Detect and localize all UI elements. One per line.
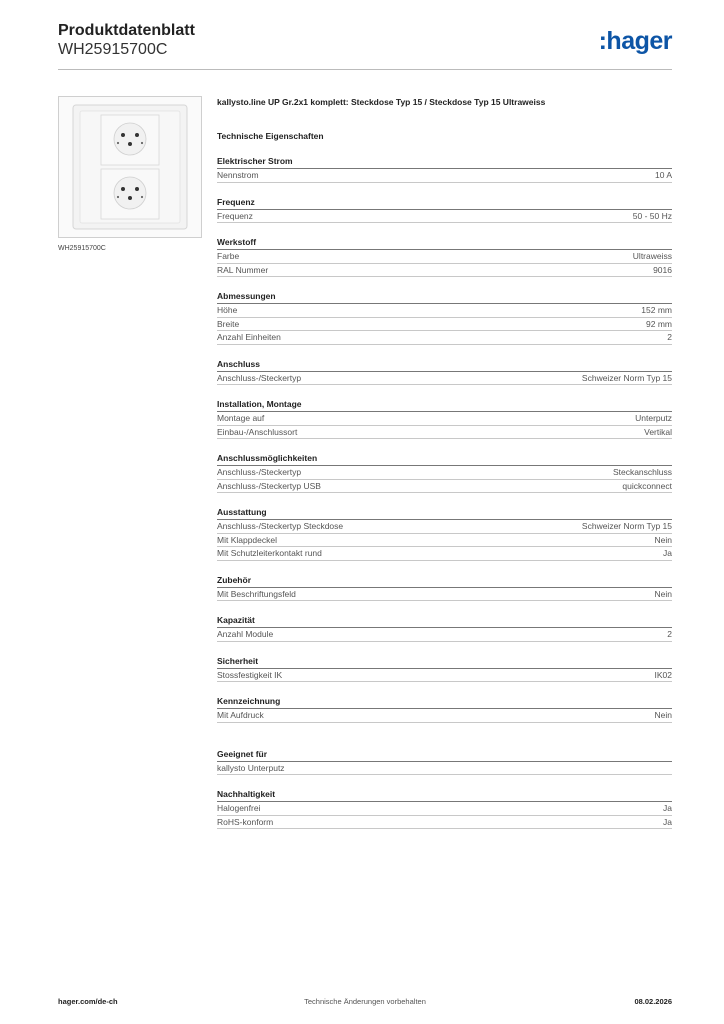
spec-group: [217, 291, 672, 345]
group-title: Anschlussmöglichkeiten: [217, 453, 672, 466]
spec-row: [217, 520, 672, 534]
group-title: Kennzeichnung: [217, 696, 672, 709]
spec-group: [217, 789, 672, 829]
spec-row: [217, 547, 672, 561]
spec-row: [217, 669, 672, 683]
spec-group: [217, 359, 672, 386]
spec-label: Montage auf: [217, 413, 265, 423]
spec-label: kallysto Unterputz: [217, 762, 285, 773]
spec-value: 10 A: [654, 170, 672, 180]
spec-value: 9016: [653, 264, 672, 275]
spec-value: Unterputz: [635, 413, 672, 423]
spec-value: Nein: [654, 710, 672, 720]
hager-logo: :hager: [598, 27, 672, 55]
spec-label: Halogenfrei: [217, 803, 261, 813]
spec-value: Ja: [663, 816, 672, 827]
spec-group: [217, 237, 672, 277]
spec-group: [217, 197, 672, 224]
group-title: Werkstoff: [217, 237, 672, 250]
spec-groups: [217, 156, 672, 829]
footer-website: hager.com/de-ch: [58, 997, 118, 1006]
spec-value: quickconnect: [622, 480, 672, 491]
spec-label: Anzahl Module: [217, 629, 274, 639]
spec-row: [217, 318, 672, 332]
spec-value: Vertikal: [644, 426, 672, 437]
spec-label: Stossfestigkeit IK: [217, 669, 283, 680]
spec-value: 2: [667, 332, 672, 342]
spec-label: Anschluss-/Steckertyp USB: [217, 480, 321, 491]
spec-group: [217, 156, 672, 183]
socket-illustration: [59, 97, 201, 237]
spec-group: [217, 615, 672, 642]
spec-label: Farbe: [217, 251, 240, 261]
spec-row: [217, 709, 672, 723]
spec-row: [217, 802, 672, 816]
spec-value: Schweizer Norm Typ 15: [581, 372, 672, 383]
spec-group: [217, 656, 672, 683]
group-title: Installation, Montage: [217, 399, 672, 412]
spec-label: Mit Klappdeckel: [217, 534, 278, 545]
spec-label: Frequenz: [217, 210, 253, 221]
spec-label: Höhe: [217, 305, 238, 315]
spec-row: [217, 466, 672, 480]
spec-row: [217, 331, 672, 345]
section-heading: Technische Eigenschaften: [217, 131, 324, 141]
spec-value: 50 - 50 Hz: [632, 210, 672, 221]
spec-content: [217, 97, 672, 829]
spec-group: [217, 696, 672, 723]
product-image: [58, 96, 202, 238]
page-title: Produktdatenblatt: [58, 22, 195, 39]
spec-value: Ja: [663, 803, 672, 813]
spec-row: [217, 426, 672, 440]
footer-notice: Technische Änderungen vorbehalten: [304, 997, 426, 1006]
spec-value: Nein: [654, 534, 672, 545]
image-caption: WH25915700C: [58, 245, 106, 252]
spec-row: [217, 372, 672, 386]
group-title: Elektrischer Strom: [217, 156, 672, 169]
group-title: Frequenz: [217, 197, 672, 210]
spec-label: Mit Aufdruck: [217, 710, 264, 720]
header-divider: [58, 69, 672, 70]
spec-value: Steckanschluss: [612, 467, 672, 477]
group-title: Abmessungen: [217, 291, 672, 304]
spec-label: Anschluss-/Steckertyp: [217, 372, 302, 383]
spec-row: [217, 816, 672, 830]
spec-row: [217, 250, 672, 264]
group-title: Nachhaltigkeit: [217, 789, 672, 802]
group-title: Ausstattung: [217, 507, 672, 520]
spec-value: 92 mm: [646, 318, 672, 329]
footer-date: 08.02.2026: [634, 997, 672, 1006]
spec-group: [217, 399, 672, 439]
spec-group: [217, 575, 672, 602]
spec-label: Mit Beschriftungsfeld: [217, 588, 296, 599]
spec-row: [217, 264, 672, 278]
group-title: Zubehör: [217, 575, 672, 588]
spec-label: Anschluss-/Steckertyp Steckdose: [217, 521, 344, 531]
spec-label: Breite: [217, 318, 240, 329]
spec-value: Ultraweiss: [632, 251, 672, 261]
product-name: kallysto.line UP Gr.2x1 komplett: Steckdose Typ 15 / Steckdose Typ 15 Ultraweiss: [217, 97, 546, 107]
spec-value: IK02: [654, 669, 672, 680]
spec-label: RoHS-konform: [217, 816, 274, 827]
spec-label: Nennstrom: [217, 170, 259, 180]
spec-row: [217, 412, 672, 426]
spec-row: [217, 480, 672, 494]
spec-label: Anzahl Einheiten: [217, 332, 281, 342]
page-header: [58, 22, 672, 70]
spec-value: Ja: [663, 548, 672, 558]
spec-row: [217, 210, 672, 224]
spec-value: Nein: [654, 588, 672, 599]
group-title: Anschluss: [217, 359, 672, 372]
spec-row: [217, 588, 672, 602]
group-title: Geeignet für: [217, 749, 672, 762]
page-footer: [58, 997, 672, 1009]
group-title: Kapazität: [217, 615, 672, 628]
spec-row: [217, 628, 672, 642]
spec-value: Schweizer Norm Typ 15: [581, 521, 672, 531]
spec-group: [217, 507, 672, 561]
spec-label: Anschluss-/Steckertyp: [217, 467, 302, 477]
spec-group: [217, 453, 672, 493]
spec-label: RAL Nummer: [217, 264, 269, 275]
spec-group: [217, 749, 672, 776]
spec-value: 2: [667, 629, 672, 639]
article-number: WH25915700C: [58, 41, 168, 58]
spec-row: [217, 762, 672, 776]
spec-label: Einbau-/Anschlussort: [217, 426, 298, 437]
spec-row: [217, 534, 672, 548]
spec-label: Mit Schutzleiterkontakt rund: [217, 548, 322, 558]
spec-row: [217, 304, 672, 318]
spec-row: [217, 169, 672, 183]
spec-value: 152 mm: [641, 305, 672, 315]
group-title: Sicherheit: [217, 656, 672, 669]
